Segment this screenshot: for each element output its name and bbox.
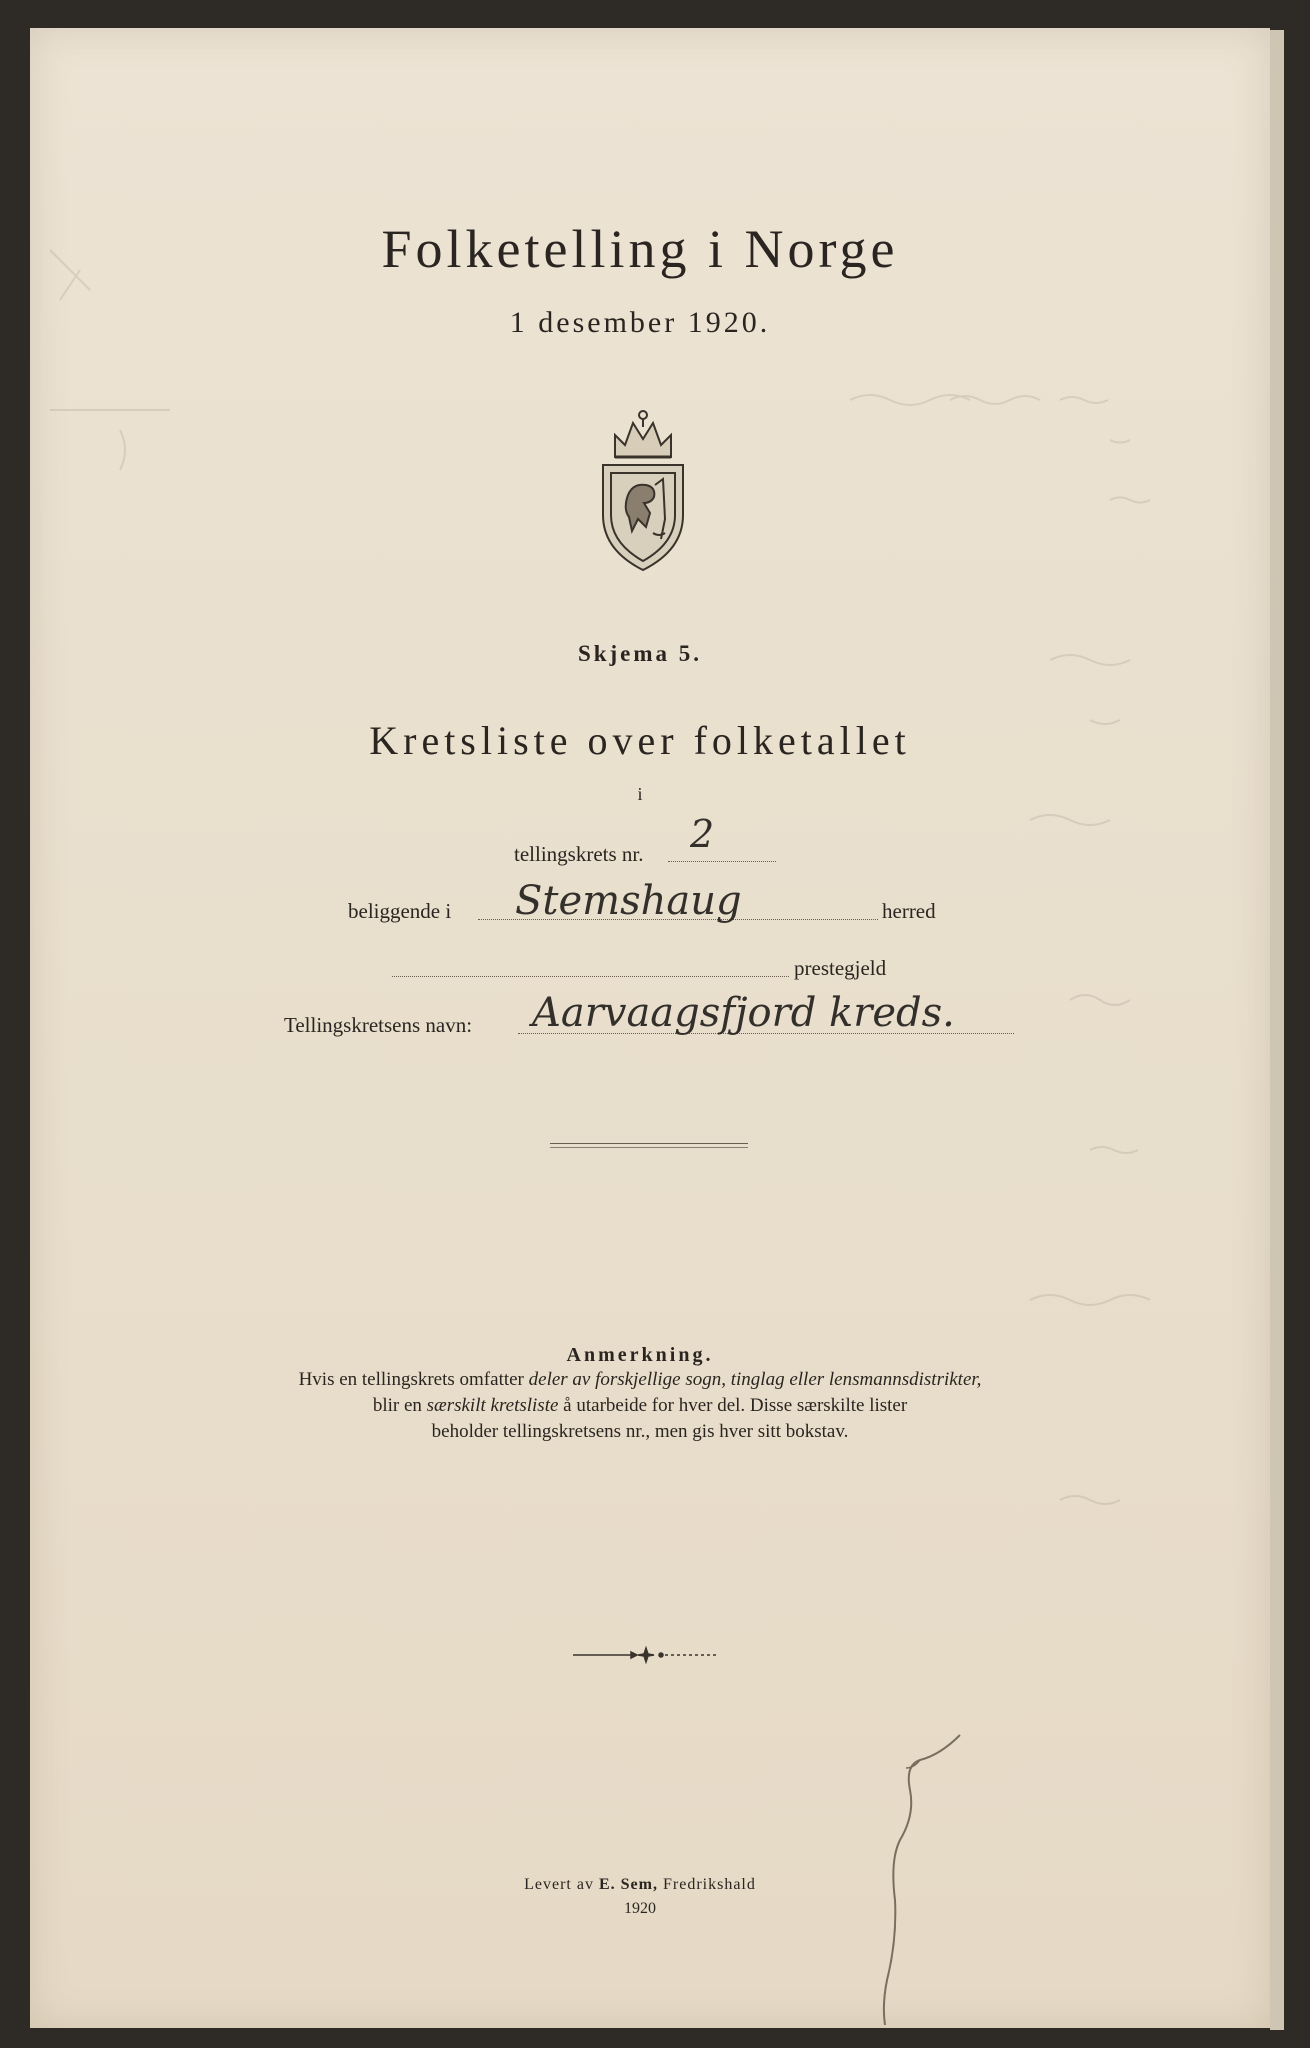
- document-date: 1 desember 1920.: [509, 306, 771, 339]
- note-line-1-italic: deler av forskjellige sogn, tinglag eller lensmannsdistrikter,: [528, 1369, 982, 1390]
- printer-name: E. Sem,: [598, 1876, 658, 1893]
- printer-prefix: Levert av: [524, 1876, 599, 1893]
- krets-line: [668, 861, 776, 862]
- beliggende-label: beliggende i: [348, 899, 452, 923]
- note-line-3: beholder tellingskretsens nr., men gis hver sitt bokstav.: [431, 1421, 849, 1442]
- schema-label: Skjema 5.: [577, 641, 703, 666]
- prestegjeld-line: [392, 976, 789, 977]
- note-line-1: [0, 1369, 1280, 1391]
- document-title: Folketelling i Norge: [381, 219, 899, 279]
- preposition-i: i: [637, 784, 643, 804]
- bleed-through-marks: [30, 100, 1260, 1800]
- note-title: Anmerkning.: [566, 1344, 714, 1366]
- navn-label: Tellingskretsens navn:: [284, 1013, 473, 1037]
- note-line-2: [0, 1395, 1280, 1417]
- note-line-2-italic: særskilt kretsliste: [426, 1395, 559, 1416]
- navn-value: Aarvaagsfjord kreds.: [532, 990, 955, 1036]
- printer-imprint: [0, 1876, 1280, 1894]
- beliggende-value: Stemshaug: [515, 878, 742, 924]
- paper-tear-mark: [840, 1730, 1000, 2030]
- form-title: Kretsliste over folketallet: [369, 718, 911, 763]
- divider-rule: [550, 1143, 748, 1148]
- norwegian-lion-coat-of-arms-icon: [593, 405, 693, 575]
- note-line-2-plain-b: å utarbeide for hver del. Disse særskilte lister: [558, 1395, 908, 1416]
- krets-label: tellingskrets nr.: [514, 842, 644, 866]
- printer-city: Fredrikshald: [657, 1876, 756, 1893]
- krets-value: 2: [690, 812, 715, 856]
- note-line-1-plain: Hvis en tellingskrets omfatter: [298, 1369, 529, 1390]
- printer-year: 1920: [624, 1900, 656, 1917]
- note-line-2-plain-a: blir en: [372, 1395, 427, 1416]
- ornament-divider-icon: [571, 1645, 721, 1665]
- prestegjeld-label: prestegjeld: [794, 956, 887, 980]
- herred-label: herred: [882, 899, 936, 923]
